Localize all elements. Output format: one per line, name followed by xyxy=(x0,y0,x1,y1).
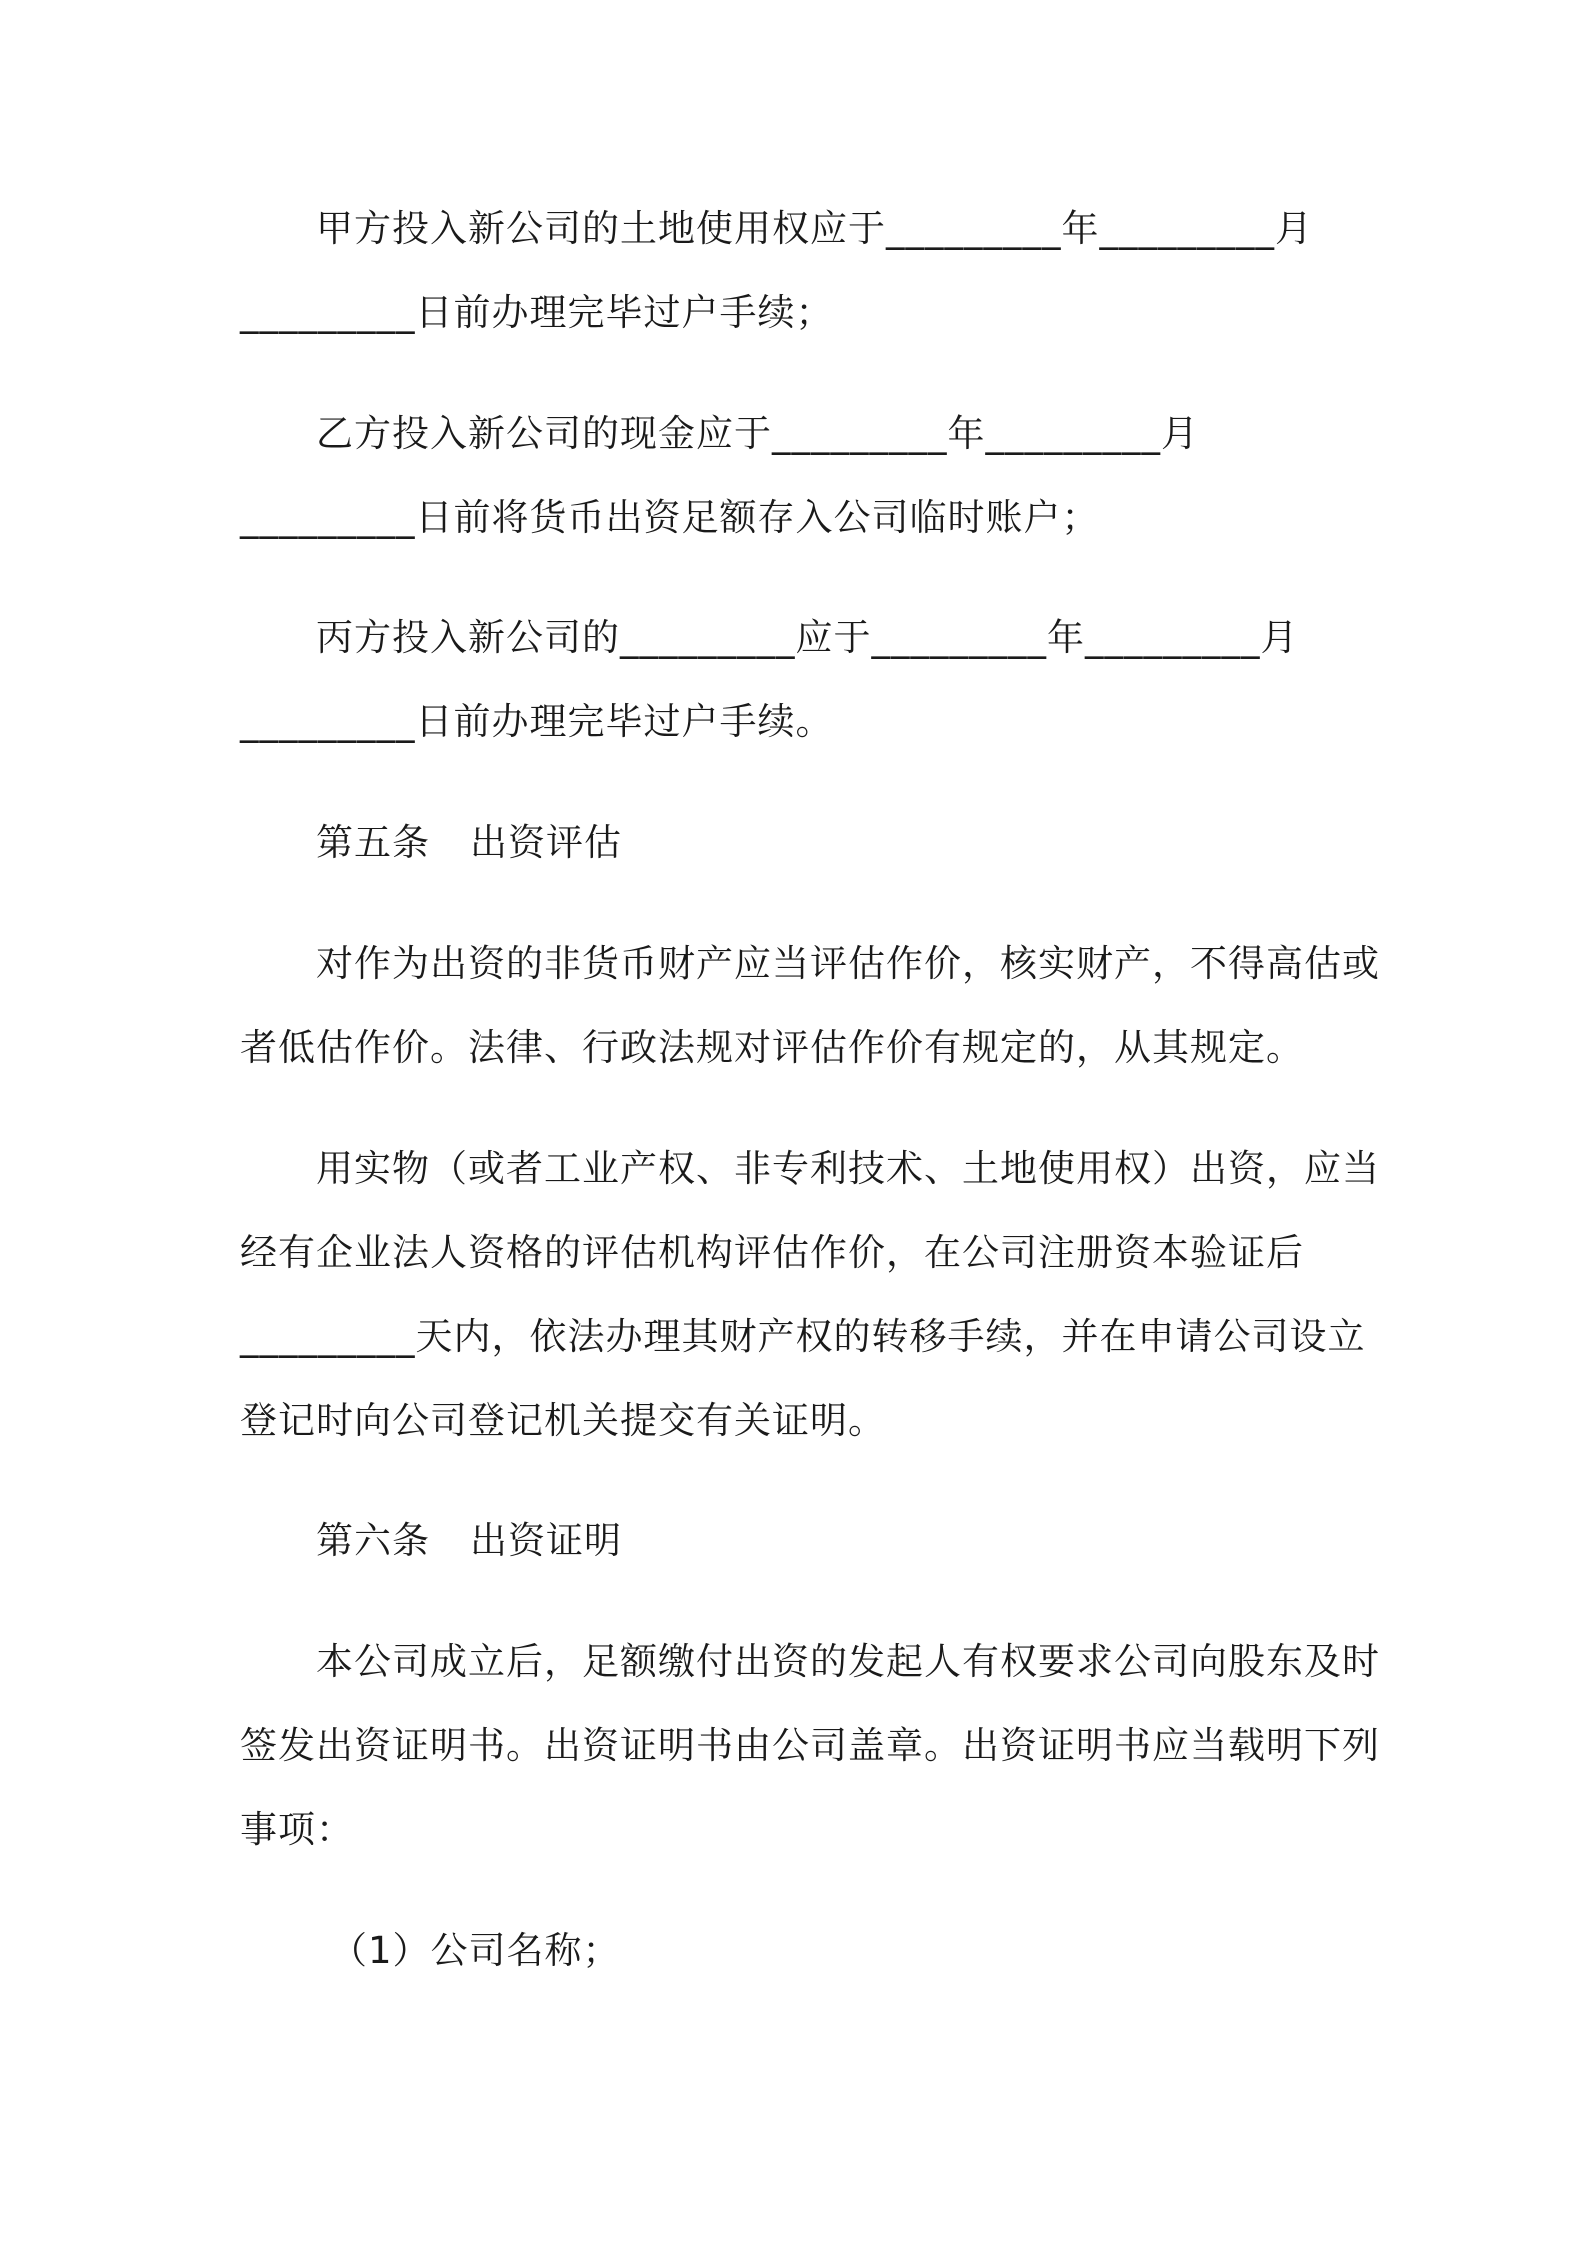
article-title: 出资证明 xyxy=(470,1519,622,1562)
paragraph-line: 经有企业法人资格的评估机构评估作价，在公司注册资本验证后 xyxy=(240,1231,1304,1274)
article-title: 出资评估 xyxy=(470,821,622,864)
paragraph-line: 甲方投入新公司的土地使用权应于_________年_________月 xyxy=(316,207,1313,250)
article-number: 第六条 xyxy=(316,1519,430,1562)
paragraph-line: 对作为出资的非货币财产应当评估作价，核实财产，不得高估或 xyxy=(316,942,1380,985)
paragraph-line: 登记时向公司登记机关提交有关证明。 xyxy=(240,1399,886,1442)
paragraph-line: 本公司成立后，足额缴付出资的发起人有权要求公司向股东及时 xyxy=(316,1640,1380,1683)
article-6-heading xyxy=(316,1517,1436,1565)
paragraph-line: 用实物（或者工业产权、非专利技术、土地使用权）出资，应当 xyxy=(316,1147,1380,1190)
article-5-heading xyxy=(316,819,1436,867)
paragraph-line: 事项： xyxy=(240,1808,354,1851)
paragraph-line: _________日前办理完毕过户手续。 xyxy=(240,700,834,743)
paragraph-line: _________天内，依法办理其财产权的转移手续，并在申请公司设立 xyxy=(240,1315,1366,1358)
article-number: 第五条 xyxy=(316,821,430,864)
list-item: （1）公司名称； xyxy=(330,1929,621,1972)
paragraph-line: _________日前办理完毕过户手续； xyxy=(240,291,834,334)
paragraph-line: _________日前将货币出资足额存入公司临时账户； xyxy=(240,496,1100,539)
paragraph-line: 签发出资证明书。出资证明书由公司盖章。出资证明书应当载明下列 xyxy=(240,1724,1380,1767)
paragraph-line: 者低估作价。法律、行政法规对评估作价有规定的，从其规定。 xyxy=(240,1026,1304,1069)
paragraph-line: 丙方投入新公司的_________应于_________年_________月 xyxy=(316,616,1299,659)
paragraph-line: 乙方投入新公司的现金应于_________年_________月 xyxy=(316,412,1199,455)
